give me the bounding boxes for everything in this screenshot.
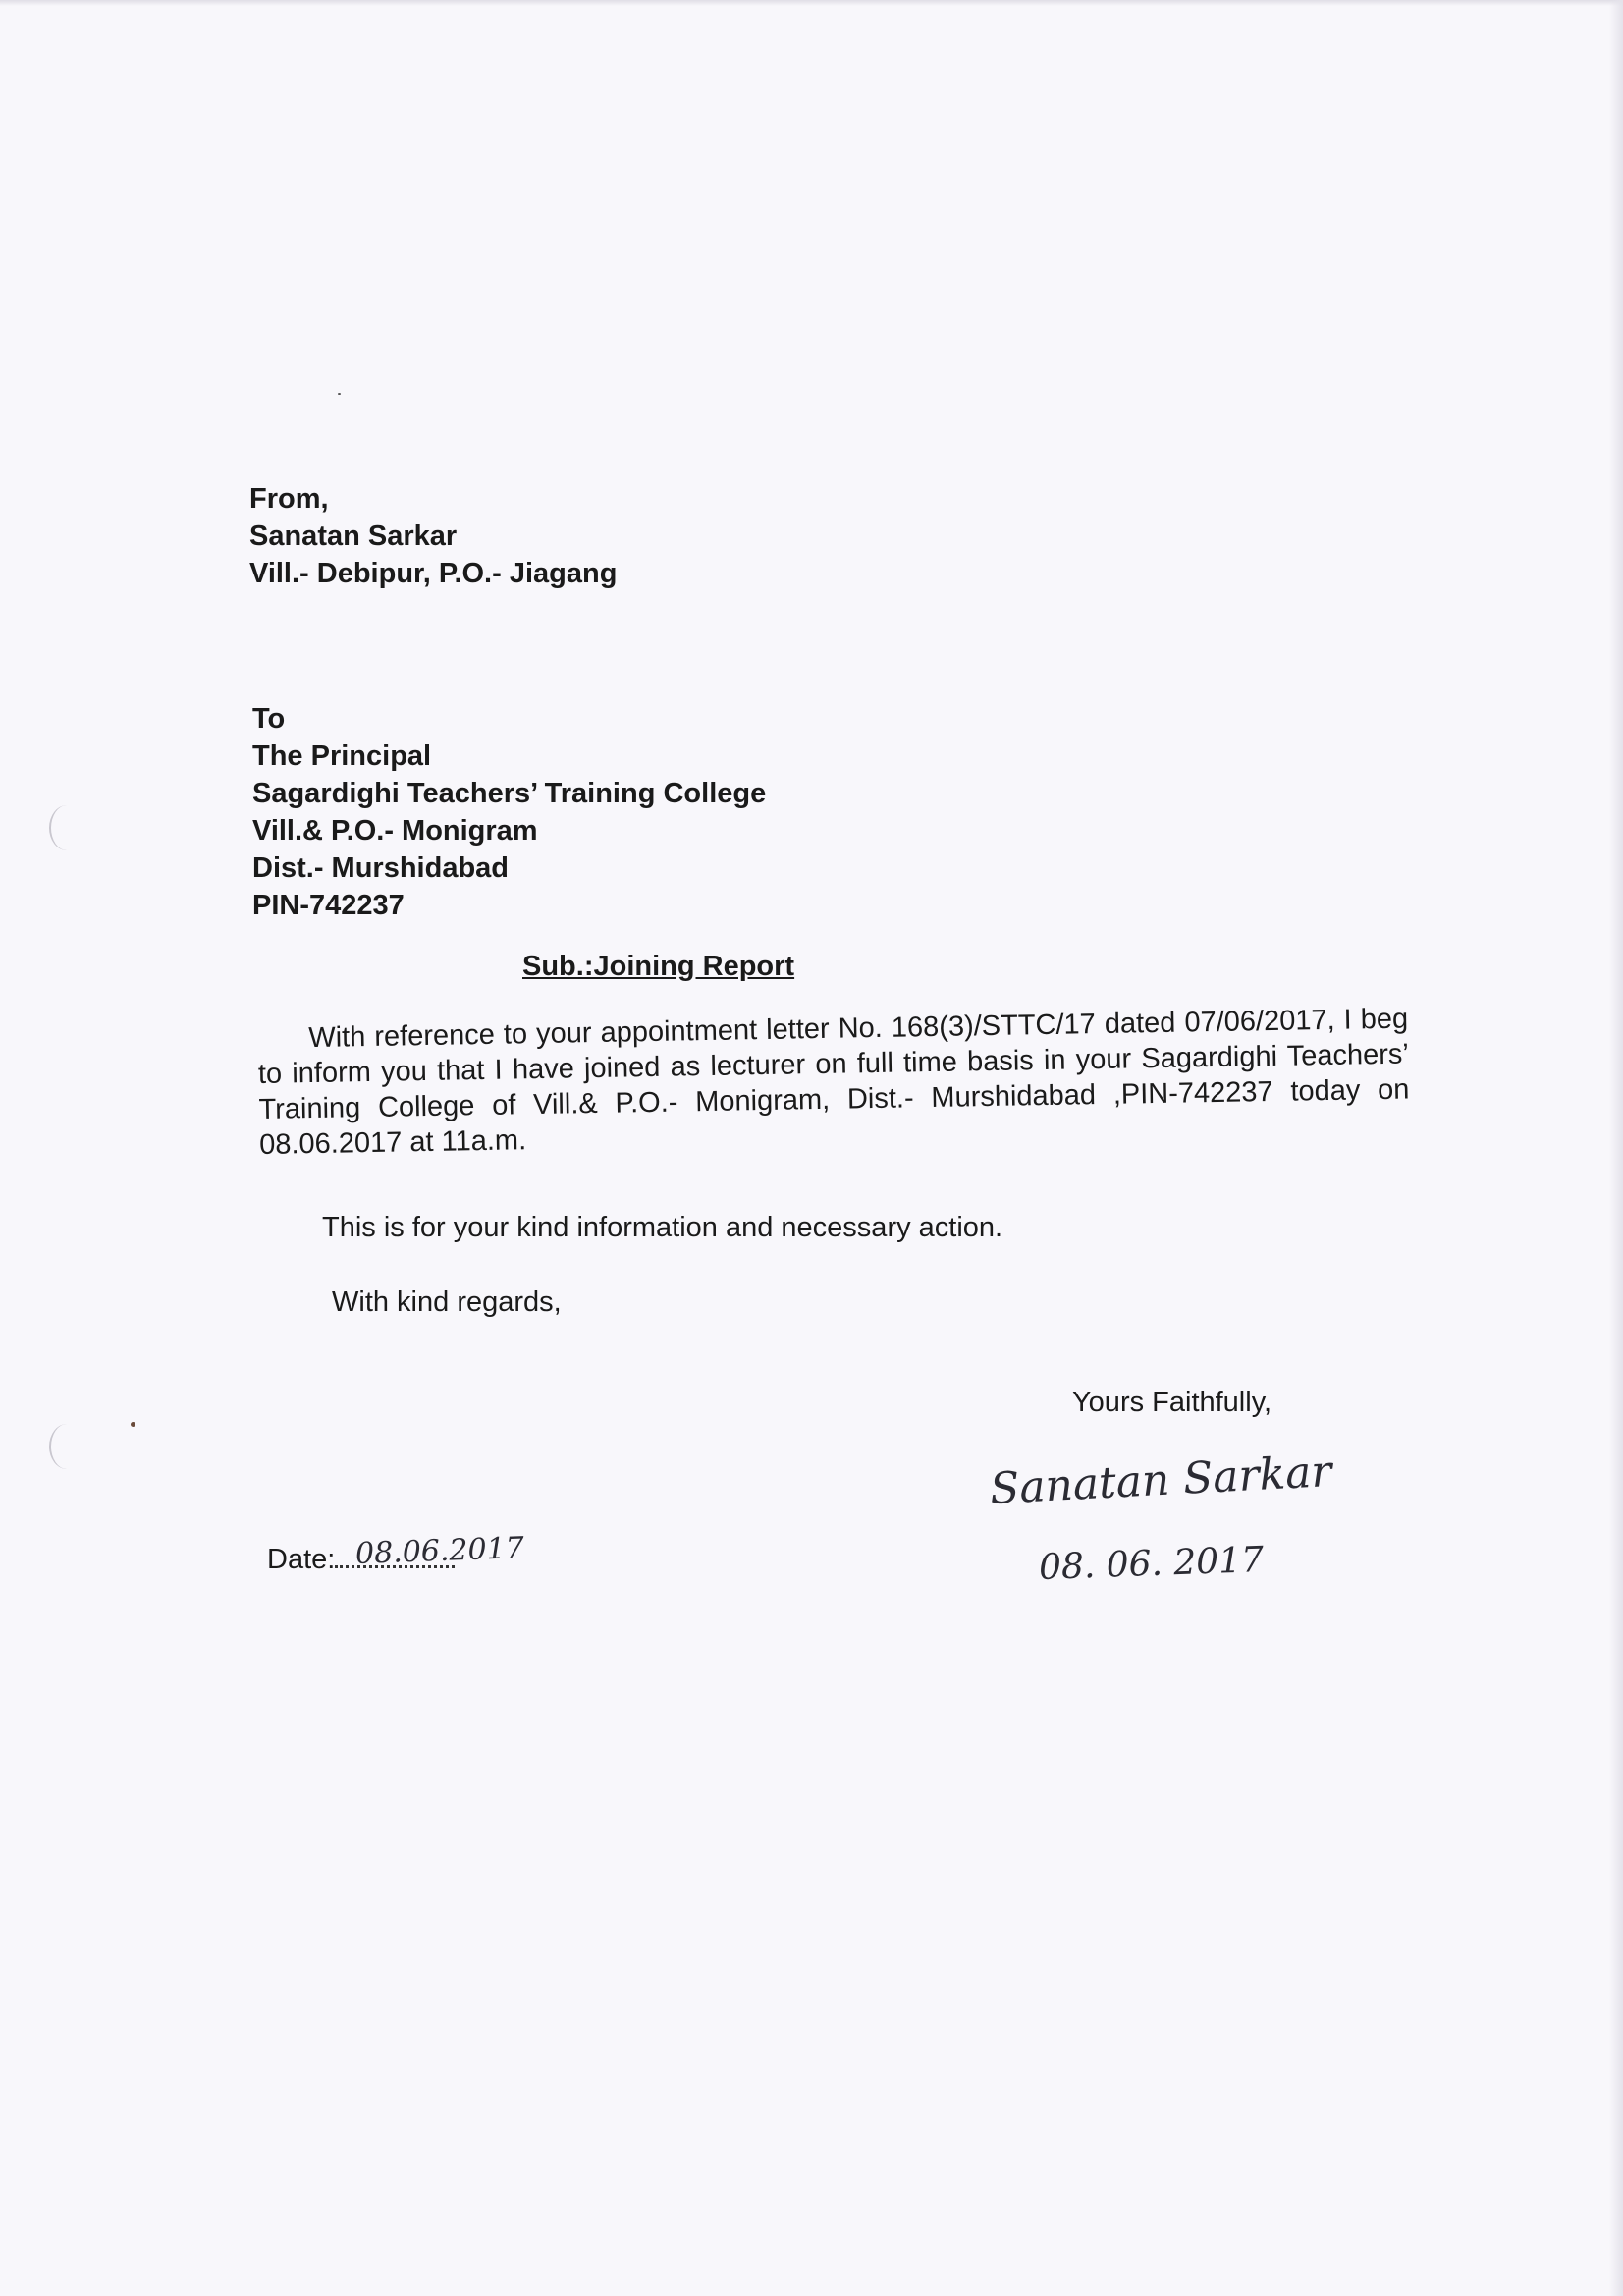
recipient-village: Vill.& P.O.- Monigram — [252, 815, 538, 847]
page-right-edge — [1609, 0, 1623, 2296]
recipient-block — [252, 700, 766, 924]
punch-hole-bottom — [49, 1424, 84, 1469]
handwritten-signature: Sanatan Sarkar — [988, 1446, 1333, 1515]
body-paragraph: With reference to your appointment letter No. 168(3)/STTC/17 dated 07/06/2017, I beg to inform you that I have joined as lecturer on full time basis in your Sagardighi Teachers’ Training College of Vill.& P.O.- Monigram, Dist.- Murshidabad ,PIN-742237 today on 08.06.2017 at 11a.m. — [257, 1003, 1410, 1161]
recipient-district: Dist.- Murshidabad — [252, 852, 510, 884]
recipient-pin: PIN-742237 — [252, 890, 405, 921]
signature-date: 08. 06. 2017 — [1038, 1540, 1265, 1588]
from-label: From, — [249, 483, 329, 515]
sender-address: Vill.- Debipur, P.O.- Jiagang — [249, 558, 618, 589]
paper-speck-2 — [338, 393, 341, 395]
valediction: Yours Faithfully, — [1072, 1387, 1272, 1418]
date-label: Date: — [267, 1544, 336, 1575]
paper-speck — [131, 1422, 135, 1427]
punch-hole-top — [49, 805, 84, 850]
recipient-institution: Sagardighi Teachers’ Training College — [252, 778, 767, 809]
regards-line: With kind regards, — [332, 1286, 562, 1318]
subject-line: Sub.:Joining Report — [522, 951, 795, 982]
page-top-edge — [0, 0, 1623, 6]
sender-block — [249, 480, 617, 592]
to-label: To — [252, 703, 286, 735]
handwritten-date: 08.06.2017 — [354, 1531, 525, 1571]
info-line: This is for your kind information and necessary action. — [322, 1212, 1003, 1243]
sender-name: Sanatan Sarkar — [249, 520, 458, 552]
recipient-title: The Principal — [252, 740, 432, 772]
